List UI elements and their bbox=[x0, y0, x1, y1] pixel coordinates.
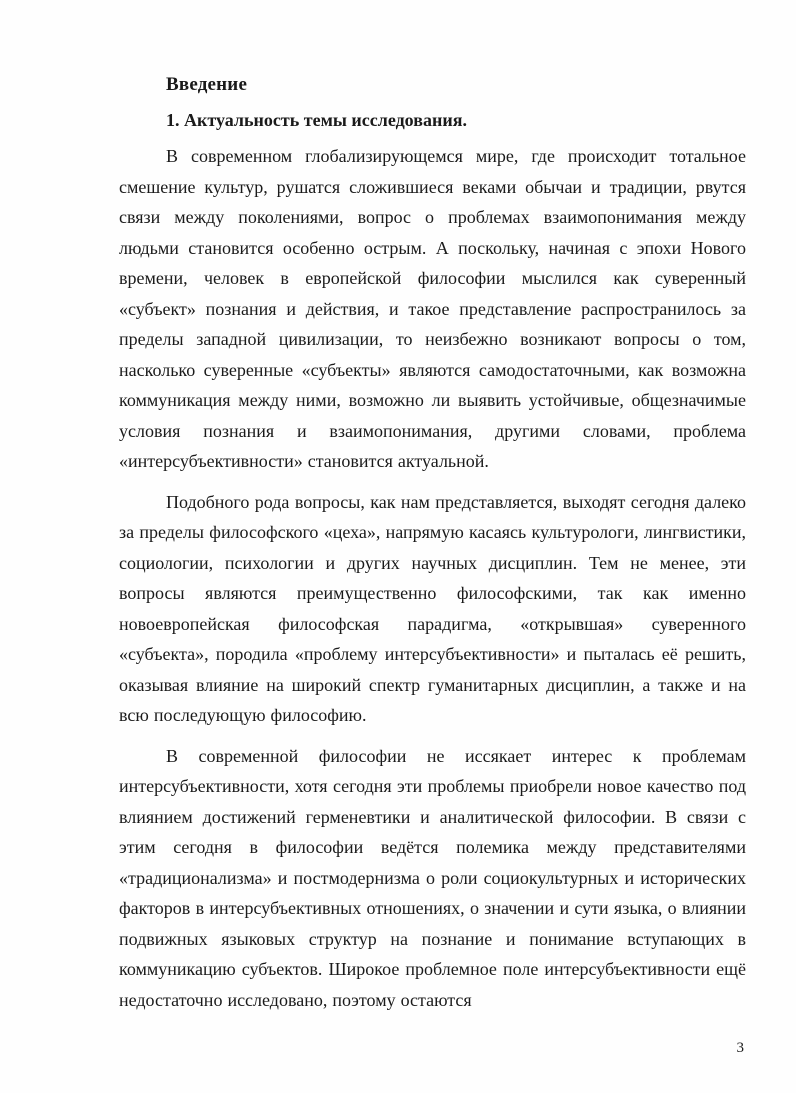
page-number: 3 bbox=[736, 1040, 744, 1056]
section-title: 1. Актуальность темы исследования. bbox=[166, 110, 467, 130]
paragraph-1: В современном глобализирующемся мире, где происходит тотальное смешение культур, рушатся сложившиеся веками обычаи и традиции, рвутся связи между поколениями, вопрос о проблемах взаимопонимания между людьми становится особенно острым. А поскольку, начиная с эпохи Нового времени, человек в европейской философии мыслился как суверенный «субъект» познания и действия, и такое представление распространилось за пределы западной цивилизации, то неизбежно возникают вопросы о том, насколько суверенные «субъекты» являются самодостаточными, как возможна коммуникация между ними, возможно ли выявить устойчивые, общезначимые условия познания и взаимопонимания, другими словами, проблема «интерсубъективности» становится актуальной. bbox=[119, 146, 746, 471]
paragraph-2: Подобного рода вопросы, как нам представляется, выходят сегодня далеко за пределы философского «цеха», напрямую касаясь культурологи, лингвистики, социологии, психологии и других научных дисциплин. Тем не менее, эти вопросы являются преимущественно философскими, так как именно новоевропейская философская парадигма, «открывшая» суверенного «субъекта», породила «проблему интерсубъективности» и пыталась её решить, оказывая влияние на широкий спектр гуманитарных дисциплин, а также и на всю последующую философию. bbox=[119, 491, 746, 725]
page-heading: Введение bbox=[166, 74, 248, 95]
paragraph-3: В современной философии не иссякает интерес к проблемам интерсубъективности, хотя сегодня эти проблемы приобрели новое качество под влиянием достижений герменевтики и аналитической философии. В связи с этим сегодня в философии ведётся полемика между представителями «традиционализма» и постмодернизма о роли социокультурных и исторических факторов в интерсубъективных отношениях, о значении и сути языка, о влиянии подвижных языковых структур на познание и понимание вступающих в коммуникацию субъектов. Широкое проблемное поле интерсубъективности ещё недостаточно исследовано, поэтому остаются bbox=[119, 745, 746, 1010]
body-text bbox=[119, 141, 746, 1015]
